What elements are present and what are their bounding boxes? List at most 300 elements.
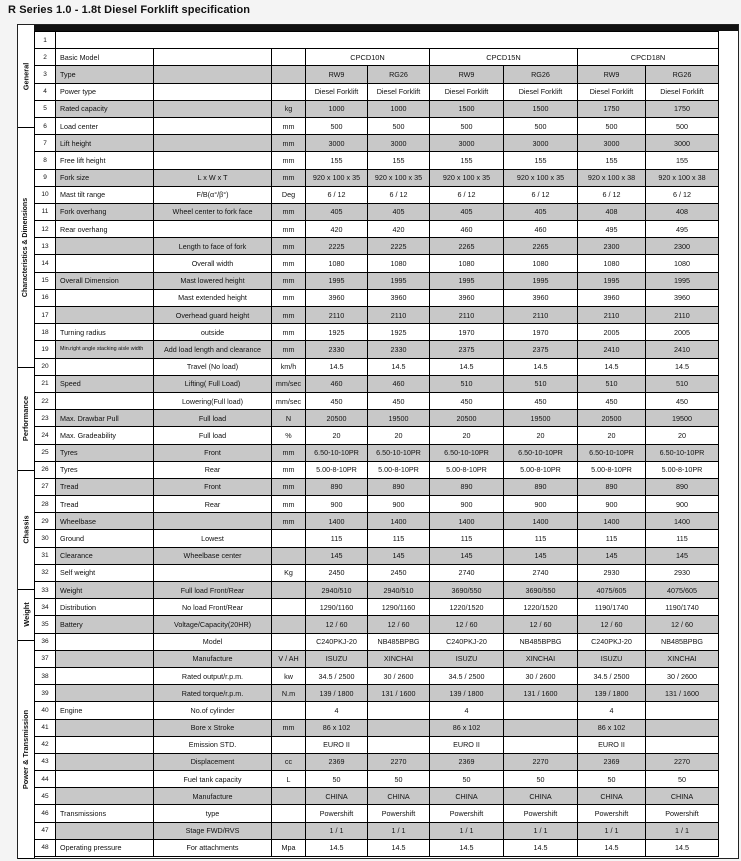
unit-cell: mm [272, 203, 306, 220]
row-number: 7 [35, 135, 56, 152]
value-cell: 86 x 102 [430, 719, 504, 736]
value-cell: 2265 [504, 238, 578, 255]
table-row [35, 410, 719, 427]
value-cell: 2940/510 [368, 582, 430, 599]
value-cell: 408 [578, 203, 646, 220]
row-number: 39 [35, 685, 56, 702]
value-cell: XINCHAI [504, 650, 578, 667]
item-cell: Wheelbase [56, 513, 154, 530]
value-cell: 3960 [578, 289, 646, 306]
value-cell: 19500 [646, 410, 719, 427]
value-cell: 2369 [430, 753, 504, 770]
value-cell: 2369 [578, 753, 646, 770]
value-cell: 450 [578, 392, 646, 409]
value-cell: 1220/1520 [430, 599, 504, 616]
value-cell: 1750 [646, 100, 719, 117]
value-cell: 500 [368, 117, 430, 134]
value-cell: 20 [306, 427, 368, 444]
value-cell: ISUZU [306, 650, 368, 667]
unit-cell: kw [272, 667, 306, 684]
value-cell: 500 [430, 117, 504, 134]
value-cell: 2375 [430, 341, 504, 358]
row-number: 20 [35, 358, 56, 375]
value-cell: 920 x 100 x 35 [368, 169, 430, 186]
unit-cell: km/h [272, 358, 306, 375]
value-cell: EURO II [306, 736, 368, 753]
value-cell: 1 / 1 [306, 822, 368, 839]
value-cell: 1500 [504, 100, 578, 117]
value-cell: 495 [646, 221, 719, 238]
value-cell: 14.5 [578, 839, 646, 856]
value-cell: 145 [306, 547, 368, 564]
value-cell: 2300 [578, 238, 646, 255]
table-row [35, 753, 719, 770]
row-number: 19 [35, 341, 56, 358]
condition-cell: Displacement [154, 753, 272, 770]
value-cell: 145 [578, 547, 646, 564]
value-cell: 6.50-10-10PR [578, 444, 646, 461]
item-cell [56, 650, 154, 667]
item-cell [56, 633, 154, 650]
value-cell: 408 [646, 203, 719, 220]
unit-cell: mm [272, 272, 306, 289]
value-cell: 5.00-8-10PR [578, 461, 646, 478]
row-number: 41 [35, 719, 56, 736]
value-cell: 890 [430, 478, 504, 495]
condition-cell: Lifting( Full Load) [154, 375, 272, 392]
unit-cell [272, 582, 306, 599]
value-cell: 460 [504, 221, 578, 238]
value-cell: 900 [368, 496, 430, 513]
value-cell: 3000 [430, 135, 504, 152]
value-cell: 2110 [646, 307, 719, 324]
unit-cell: Kg [272, 564, 306, 581]
table-row [35, 255, 719, 272]
unit-cell [272, 83, 306, 100]
value-cell: 2930 [646, 564, 719, 581]
unit-cell [272, 788, 306, 805]
condition-cell [154, 83, 272, 100]
row-number: 8 [35, 152, 56, 169]
condition-cell [154, 66, 272, 83]
row-number: 31 [35, 547, 56, 564]
value-cell: 1995 [368, 272, 430, 289]
value-cell: 12 / 60 [578, 616, 646, 633]
value-cell: 115 [504, 530, 578, 547]
value-cell: 1925 [368, 324, 430, 341]
value-cell [368, 702, 430, 719]
value-cell: 1400 [504, 513, 578, 530]
value-cell: 6 / 12 [646, 186, 719, 203]
category-label: Performance [21, 395, 31, 442]
value-cell: 920 x 100 x 35 [504, 169, 578, 186]
unit-cell: mm [272, 238, 306, 255]
condition-cell: type [154, 805, 272, 822]
value-cell: 890 [368, 478, 430, 495]
item-cell [56, 238, 154, 255]
row-number: 48 [35, 839, 56, 856]
table-row [35, 427, 719, 444]
condition-cell: Full load [154, 410, 272, 427]
page-title: R Series 1.0 - 1.8t Diesel Forklift specification [8, 4, 251, 16]
unit-cell: % [272, 427, 306, 444]
table-row [35, 324, 719, 341]
value-cell: 20 [368, 427, 430, 444]
row-number: 34 [35, 599, 56, 616]
unit-cell: L [272, 771, 306, 788]
value-cell: 1080 [646, 255, 719, 272]
row-number: 21 [35, 375, 56, 392]
condition-cell: Full load Front/Rear [154, 582, 272, 599]
value-cell: 450 [306, 392, 368, 409]
condition-cell: Full load [154, 427, 272, 444]
value-cell: 14.5 [504, 839, 578, 856]
category-weight [18, 589, 34, 641]
item-cell: Power type [56, 83, 154, 100]
table-row [35, 375, 719, 392]
item-cell: Weight [56, 582, 154, 599]
condition-cell: F/B(α°/β°) [154, 186, 272, 203]
condition-cell: Rated torque/r.p.m. [154, 685, 272, 702]
item-cell: Min.right angle stacking aisle width [56, 341, 154, 358]
unit-cell: mm [272, 444, 306, 461]
value-cell: 2225 [306, 238, 368, 255]
value-cell: 14.5 [430, 839, 504, 856]
category-general [18, 25, 34, 128]
category-label: General [21, 62, 31, 90]
row-number: 10 [35, 186, 56, 203]
value-cell: 1995 [306, 272, 368, 289]
table-row [35, 839, 719, 856]
value-cell: 3000 [646, 135, 719, 152]
value-cell: 34.5 / 2500 [578, 667, 646, 684]
value-cell: 3690/550 [430, 582, 504, 599]
row-number: 11 [35, 203, 56, 220]
row-number: 46 [35, 805, 56, 822]
row-number: 9 [35, 169, 56, 186]
value-cell: 1400 [368, 513, 430, 530]
condition-cell: Front [154, 478, 272, 495]
item-cell: Self weight [56, 564, 154, 581]
value-cell: 139 / 1800 [430, 685, 504, 702]
value-cell: 6 / 12 [430, 186, 504, 203]
value-cell: 50 [504, 771, 578, 788]
table-row [35, 307, 719, 324]
condition-cell: Overhead guard height [154, 307, 272, 324]
value-cell: 1290/1160 [306, 599, 368, 616]
table-row [35, 788, 719, 805]
value-cell: 5.00-8-10PR [504, 461, 578, 478]
table-row-header [35, 32, 719, 49]
value-cell: 19500 [504, 410, 578, 427]
item-cell: Turning radius [56, 324, 154, 341]
value-cell: ISUZU [430, 650, 504, 667]
value-cell: CHINA [430, 788, 504, 805]
value-cell: 50 [430, 771, 504, 788]
condition-cell [154, 152, 272, 169]
table-row [35, 169, 719, 186]
item-cell: Clearance [56, 547, 154, 564]
unit-cell [272, 49, 306, 66]
value-cell: 3960 [430, 289, 504, 306]
item-cell [56, 392, 154, 409]
unit-cell: kg [272, 100, 306, 117]
value-cell: 2225 [368, 238, 430, 255]
item-cell: Rear overhang [56, 221, 154, 238]
value-cell: 3000 [504, 135, 578, 152]
item-cell: Speed [56, 375, 154, 392]
value-cell: 14.5 [430, 358, 504, 375]
category-characteristics-dimensions [18, 127, 34, 368]
item-cell: Lift height [56, 135, 154, 152]
row-number: 27 [35, 478, 56, 495]
table-row [35, 444, 719, 461]
category-label: Characteristics & Dimensions [22, 197, 30, 297]
value-cell: 405 [430, 203, 504, 220]
value-cell: 900 [504, 496, 578, 513]
table-row [35, 203, 719, 220]
value-cell: 139 / 1800 [578, 685, 646, 702]
value-cell: 86 x 102 [578, 719, 646, 736]
value-cell: RW9 [430, 66, 504, 83]
item-cell: Tread [56, 496, 154, 513]
category-chassis [18, 470, 34, 590]
value-cell: 6.50-10-10PR [646, 444, 719, 461]
condition-cell: Bore x Stroke [154, 719, 272, 736]
value-cell: 155 [430, 152, 504, 169]
condition-cell: Mast lowered height [154, 272, 272, 289]
item-cell: Tyres [56, 461, 154, 478]
item-cell: Overall Dimension [56, 272, 154, 289]
value-cell: 450 [504, 392, 578, 409]
item-cell: Max. Gradeability [56, 427, 154, 444]
value-cell: 1400 [646, 513, 719, 530]
row-number: 12 [35, 221, 56, 238]
value-cell: 3960 [306, 289, 368, 306]
row-number: 15 [35, 272, 56, 289]
unit-cell: mm [272, 152, 306, 169]
value-cell: 460 [368, 375, 430, 392]
value-cell: 900 [646, 496, 719, 513]
item-cell: Battery [56, 616, 154, 633]
unit-cell: mm [272, 513, 306, 530]
unit-cell: mm [272, 719, 306, 736]
value-cell: 2375 [504, 341, 578, 358]
table-row [35, 685, 719, 702]
value-cell: 2270 [646, 753, 719, 770]
value-cell: 420 [368, 221, 430, 238]
item-cell: Transmissions [56, 805, 154, 822]
value-cell: C240PKJ-20 [306, 633, 368, 650]
row-number: 1 [35, 32, 56, 49]
value-cell: ISUZU [578, 650, 646, 667]
value-cell: 2450 [368, 564, 430, 581]
value-cell: 1400 [578, 513, 646, 530]
row-number: 30 [35, 530, 56, 547]
value-cell: 890 [578, 478, 646, 495]
row-number: 42 [35, 736, 56, 753]
row-number: 38 [35, 667, 56, 684]
item-cell [56, 753, 154, 770]
value-cell: 19500 [368, 410, 430, 427]
value-cell: 920 x 100 x 38 [578, 169, 646, 186]
value-cell: 30 / 2600 [368, 667, 430, 684]
table-row [35, 135, 719, 152]
item-cell [56, 822, 154, 839]
value-cell: 155 [504, 152, 578, 169]
value-cell: Powershift [368, 805, 430, 822]
value-cell: 3000 [578, 135, 646, 152]
category-column [18, 25, 35, 858]
row-number: 33 [35, 582, 56, 599]
value-cell: 115 [578, 530, 646, 547]
row-number: 36 [35, 633, 56, 650]
value-cell: XINCHAI [368, 650, 430, 667]
value-cell: 6.50-10-10PR [504, 444, 578, 461]
value-cell: XINCHAI [646, 650, 719, 667]
table-row [35, 496, 719, 513]
value-cell: 3000 [368, 135, 430, 152]
table-row [35, 771, 719, 788]
value-cell: 1 / 1 [430, 822, 504, 839]
row-number: 37 [35, 650, 56, 667]
value-cell: 4 [578, 702, 646, 719]
value-cell: 920 x 100 x 35 [430, 169, 504, 186]
table-row [35, 272, 719, 289]
value-cell: EURO II [578, 736, 646, 753]
condition-cell [154, 564, 272, 581]
condition-cell [154, 49, 272, 66]
unit-cell [272, 530, 306, 547]
unit-cell [272, 736, 306, 753]
table-row [35, 599, 719, 616]
row-number: 6 [35, 117, 56, 134]
condition-cell: Voltage/Capacity(20HR) [154, 616, 272, 633]
value-cell: 14.5 [306, 358, 368, 375]
item-cell: Tread [56, 478, 154, 495]
item-cell [56, 307, 154, 324]
table-row [35, 547, 719, 564]
row-number: 14 [35, 255, 56, 272]
value-cell: 14.5 [646, 839, 719, 856]
item-cell [56, 685, 154, 702]
value-cell: 20 [504, 427, 578, 444]
value-cell [368, 719, 430, 736]
unit-cell: mm [272, 255, 306, 272]
value-cell: 405 [368, 203, 430, 220]
value-cell: 1000 [306, 100, 368, 117]
row-number: 4 [35, 83, 56, 100]
value-cell: 3000 [306, 135, 368, 152]
value-cell: 1000 [368, 100, 430, 117]
value-cell: 34.5 / 2500 [306, 667, 368, 684]
table-row [35, 83, 719, 100]
value-cell: 890 [646, 478, 719, 495]
value-cell: 3960 [646, 289, 719, 306]
value-cell: 50 [306, 771, 368, 788]
value-cell: RG26 [646, 66, 719, 83]
table-row [35, 667, 719, 684]
row-number: 44 [35, 771, 56, 788]
unit-cell: mm/sec [272, 375, 306, 392]
value-cell: 2110 [306, 307, 368, 324]
condition-cell: Stage FWD/RVS [154, 822, 272, 839]
condition-cell: Mast extended height [154, 289, 272, 306]
item-cell: Type [56, 66, 154, 83]
value-cell: RW9 [306, 66, 368, 83]
row-number: 29 [35, 513, 56, 530]
value-cell: 900 [578, 496, 646, 513]
value-cell: Diesel Forklift [504, 83, 578, 100]
value-cell: 3690/550 [504, 582, 578, 599]
value-cell: 1 / 1 [646, 822, 719, 839]
value-cell: 500 [306, 117, 368, 134]
value-cell [504, 702, 578, 719]
table-row [35, 633, 719, 650]
unit-cell [272, 633, 306, 650]
value-cell: 1080 [578, 255, 646, 272]
table-row [35, 564, 719, 581]
item-cell: Max. Drawbar Pull [56, 410, 154, 427]
condition-cell [154, 513, 272, 530]
value-cell: 900 [430, 496, 504, 513]
value-cell: 2270 [504, 753, 578, 770]
value-cell: Powershift [646, 805, 719, 822]
value-cell: 14.5 [646, 358, 719, 375]
value-cell: 14.5 [504, 358, 578, 375]
unit-cell [272, 805, 306, 822]
condition-cell: Rated output/r.p.m. [154, 667, 272, 684]
item-cell: Rated capacity [56, 100, 154, 117]
table-row [35, 702, 719, 719]
unit-cell: N.m [272, 685, 306, 702]
value-cell: 20 [646, 427, 719, 444]
table-row [35, 719, 719, 736]
value-cell: 12 / 60 [504, 616, 578, 633]
value-cell: 14.5 [368, 358, 430, 375]
value-cell: C240PKJ-20 [430, 633, 504, 650]
spec-table [34, 31, 719, 857]
value-cell: 20 [578, 427, 646, 444]
value-cell: 115 [646, 530, 719, 547]
table-row [35, 805, 719, 822]
value-cell: 1080 [368, 255, 430, 272]
table-row [35, 221, 719, 238]
row-number: 3 [35, 66, 56, 83]
unit-cell: mm [272, 496, 306, 513]
value-cell: 4 [306, 702, 368, 719]
value-cell: 1995 [504, 272, 578, 289]
value-cell: CHINA [504, 788, 578, 805]
value-cell: 5.00-8-10PR [368, 461, 430, 478]
condition-cell: Length to face of fork [154, 238, 272, 255]
value-cell: 460 [430, 221, 504, 238]
row-number: 43 [35, 753, 56, 770]
value-cell: 510 [646, 375, 719, 392]
table-row [35, 238, 719, 255]
value-cell: Powershift [430, 805, 504, 822]
item-cell: Fork overhang [56, 203, 154, 220]
value-cell: 6 / 12 [306, 186, 368, 203]
value-cell: CHINA [368, 788, 430, 805]
item-cell [56, 771, 154, 788]
value-cell: 14.5 [306, 839, 368, 856]
value-cell: 450 [646, 392, 719, 409]
table-row [35, 117, 719, 134]
value-cell: RG26 [504, 66, 578, 83]
value-cell [504, 736, 578, 753]
value-cell: 2300 [646, 238, 719, 255]
